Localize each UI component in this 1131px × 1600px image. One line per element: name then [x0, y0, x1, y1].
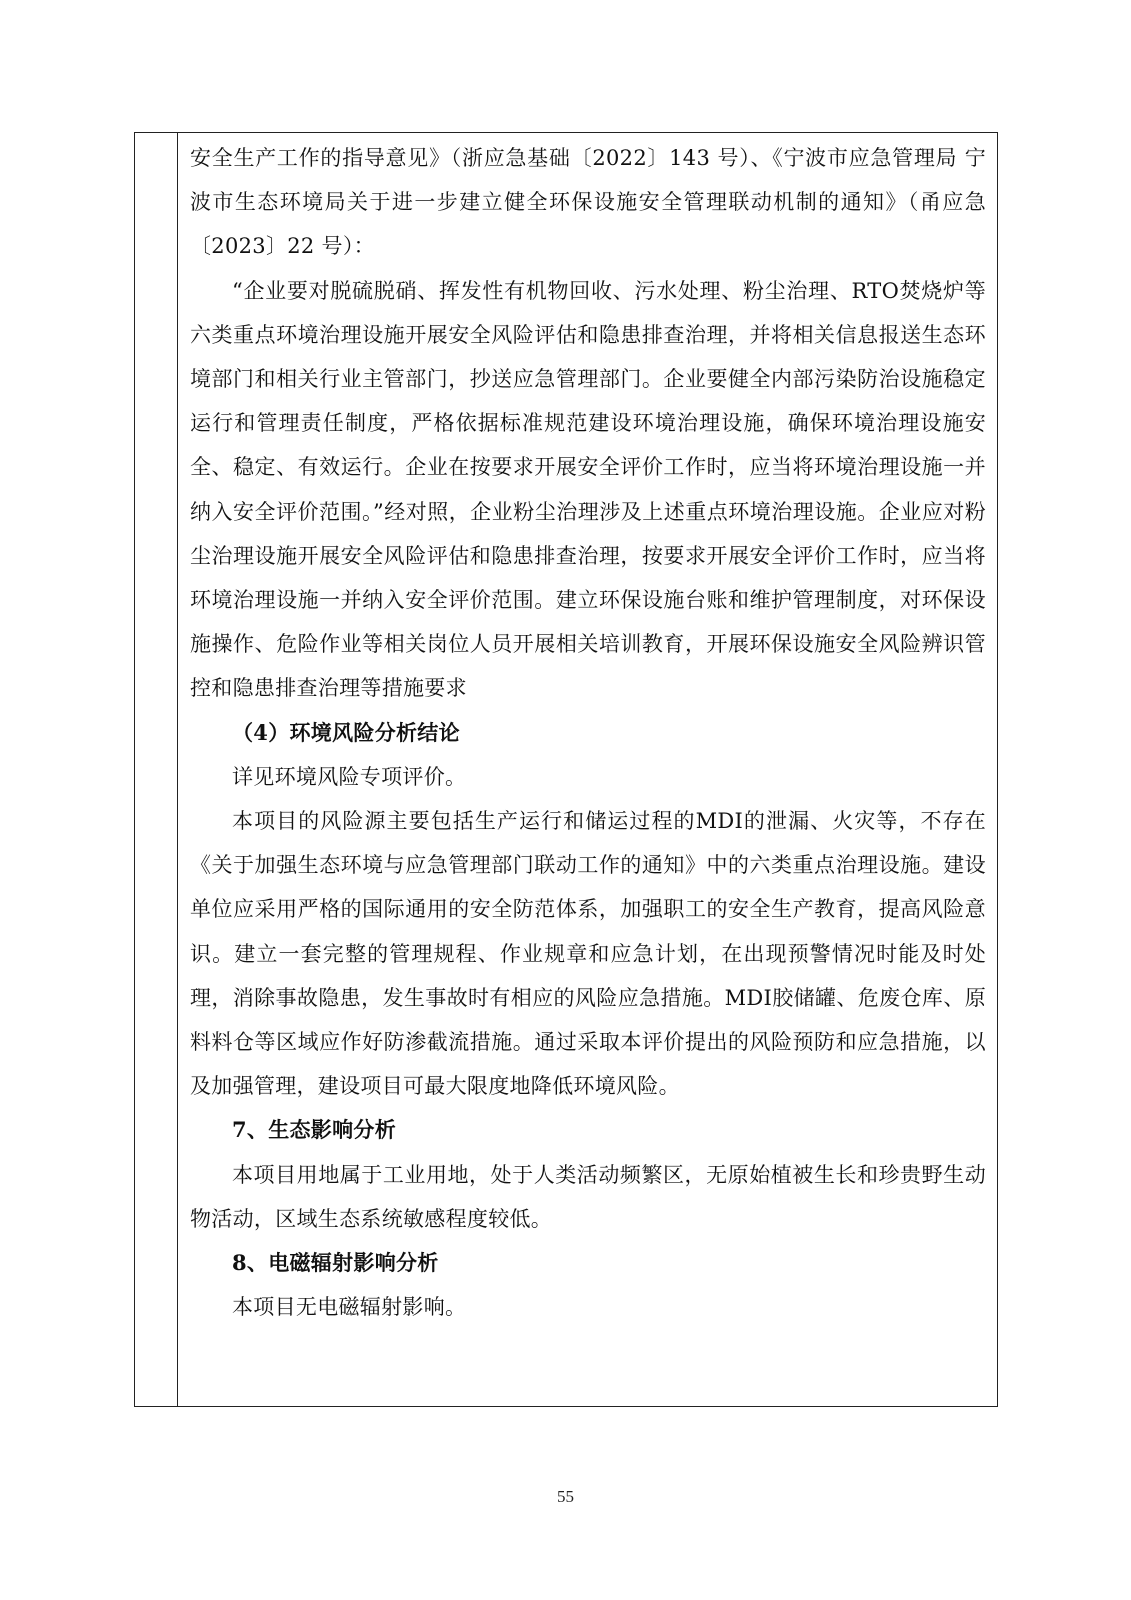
paragraph-electromagnetic: 本项目无电磁辐射影响。	[232, 1295, 467, 1320]
heading-electromagnetic: 8、电磁辐射影响分析	[232, 1250, 439, 1276]
paragraph-risk-see-special: 详见环境风险专项评价。	[232, 764, 467, 789]
paragraph-quoted-requirements: “企业要对脱硫脱硝、挥发性有机物回收、污水处理、粉尘治理、RTO焚烧炉等六类重点环境治理设施开展安全风险评估和隐患排查治理，并将相关信息报送生态环境部门和相关行业主管部门，抄送应急管理部门。企业要健全内部污染防治设施稳定运行和管理责任制度，严格依据标准规范建设环境治理设施，确保环境治理设施安全、稳定、有效运行。企业在按要求开展安全评价工作时，应当将环境治理设施一并纳入安全评价范围。”经对照，企业粉尘治理涉及上述重点环境治理设施。企业应对粉尘治理设施开展安全风险评估和隐患排查治理，按要求开展安全评价工作时，应当将环境治理设施一并纳入安全评价范围。建立环保设施台账和维护管理制度，对环保设施操作、危险作业等相关岗位人员开展相关培训教育，开展环保设施安全风险辨识管控和隐患排查治理等措施要求	[190, 278, 986, 701]
heading-risk-conclusion: （4）环境风险分析结论	[232, 719, 460, 745]
paragraph-risk-sources: 本项目的风险源主要包括生产运行和储运过程的MDI的泄漏、火灾等，不存在《关于加强生态环境与应急管理部门联动工作的通知》中的六类重点治理设施。建设单位应采用严格的国际通用的安全防范体系，加强职工的安全生产教育，提高风险意识。建立一套完整的管理规程、作业规章和应急计划，在出现预警情况时能及时处理，消除事故隐患，发生事故时有相应的风险应急措施。MDI胶储罐、危废仓库、原料料仓等区域应作好防渗截流措施。通过采取本评价提出的风险预防和应急措施，以及加强管理，建设项目可最大限度地降低环境风险。	[190, 809, 986, 1099]
paragraph-ecology: 本项目用地属于工业用地，处于人类活动频繁区，无原始植被生长和珍贵野生动物活动，区域生态系统敏感程度较低。	[190, 1162, 986, 1231]
page-number: 55	[557, 1487, 574, 1506]
table-content-cell	[190, 136, 986, 1329]
column-divider	[177, 133, 178, 1406]
paragraph-continuation: 安全生产工作的指导意见》（浙应急基础〔2022〕143 号）、《宁波市应急管理局 宁波市生态环境局关于进一步建立健全环保设施安全管理联动机制的通知》（甬应急〔2023〕22 号）：	[190, 146, 986, 259]
heading-ecology: 7、生态影响分析	[232, 1117, 397, 1143]
